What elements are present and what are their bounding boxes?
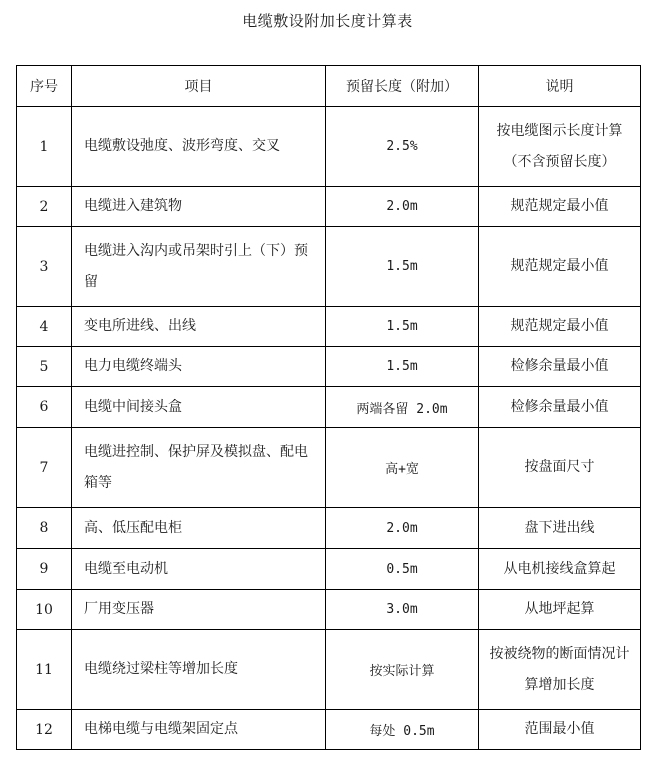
row-note: 按盘面尺寸 — [479, 428, 641, 508]
row-reserve: 2.5% — [326, 107, 479, 187]
row-reserve: 1.5m — [326, 227, 479, 307]
header-item: 项目 — [72, 66, 326, 107]
table-row — [17, 710, 641, 750]
table-row — [17, 187, 641, 227]
cable-length-table — [16, 65, 641, 750]
table-row — [17, 508, 641, 549]
header-no: 序号 — [17, 66, 72, 107]
row-no: 2 — [17, 187, 72, 227]
row-no: 11 — [17, 630, 72, 710]
table-row — [17, 227, 641, 307]
table-row — [17, 630, 641, 710]
row-item: 电缆进入沟内或吊架时引上（下）预留 — [72, 227, 326, 307]
row-no: 6 — [17, 387, 72, 428]
row-no: 12 — [17, 710, 72, 750]
row-item: 电缆中间接头盒 — [72, 387, 326, 428]
row-reserve: 1.5m — [326, 307, 479, 347]
row-item: 电缆进控制、保护屏及模拟盘、配电箱等 — [72, 428, 326, 508]
row-note: 规范规定最小值 — [479, 227, 641, 307]
row-note: 规范规定最小值 — [479, 187, 641, 227]
table-row — [17, 549, 641, 590]
header-note: 说明 — [479, 66, 641, 107]
table-row — [17, 387, 641, 428]
row-note: 规范规定最小值 — [479, 307, 641, 347]
table-row — [17, 347, 641, 387]
row-item: 电缆敷设弛度、波形弯度、交叉 — [72, 107, 326, 187]
row-reserve: 高+宽 — [326, 428, 479, 508]
row-no: 1 — [17, 107, 72, 187]
row-item: 厂用变压器 — [72, 590, 326, 630]
row-note: 从电机接线盒算起 — [479, 549, 641, 590]
row-note: 检修余量最小值 — [479, 387, 641, 428]
row-note: 按电缆图示长度计算（不含预留长度） — [479, 107, 641, 187]
row-note: 范围最小值 — [479, 710, 641, 750]
row-no: 4 — [17, 307, 72, 347]
row-no: 8 — [17, 508, 72, 549]
table-row — [17, 107, 641, 187]
row-no: 9 — [17, 549, 72, 590]
row-reserve: 3.0m — [326, 590, 479, 630]
row-item: 电缆绕过梁柱等增加长度 — [72, 630, 326, 710]
row-item: 电缆进入建筑物 — [72, 187, 326, 227]
table-row — [17, 428, 641, 508]
row-reserve: 2.0m — [326, 508, 479, 549]
row-note: 检修余量最小值 — [479, 347, 641, 387]
row-note: 按被绕物的断面情况计算增加长度 — [479, 630, 641, 710]
row-note: 盘下进出线 — [479, 508, 641, 549]
page-title: 电缆敷设附加长度计算表 — [242, 12, 413, 30]
row-item: 电力电缆终端头 — [72, 347, 326, 387]
table-row — [17, 307, 641, 347]
table-row — [17, 590, 641, 630]
row-reserve: 两端各留 2.0m — [326, 387, 479, 428]
row-reserve: 1.5m — [326, 347, 479, 387]
row-no: 3 — [17, 227, 72, 307]
row-reserve: 2.0m — [326, 187, 479, 227]
row-reserve: 每处 0.5m — [326, 710, 479, 750]
header-reserve: 预留长度（附加） — [326, 66, 479, 107]
row-no: 10 — [17, 590, 72, 630]
header-row — [17, 66, 641, 107]
row-no: 7 — [17, 428, 72, 508]
row-item: 电缆至电动机 — [72, 549, 326, 590]
row-item: 电梯电缆与电缆架固定点 — [72, 710, 326, 750]
row-note: 从地坪起算 — [479, 590, 641, 630]
row-reserve: 按实际计算 — [326, 630, 479, 710]
row-item: 高、低压配电柜 — [72, 508, 326, 549]
row-reserve: 0.5m — [326, 549, 479, 590]
row-item: 变电所进线、出线 — [72, 307, 326, 347]
row-no: 5 — [17, 347, 72, 387]
